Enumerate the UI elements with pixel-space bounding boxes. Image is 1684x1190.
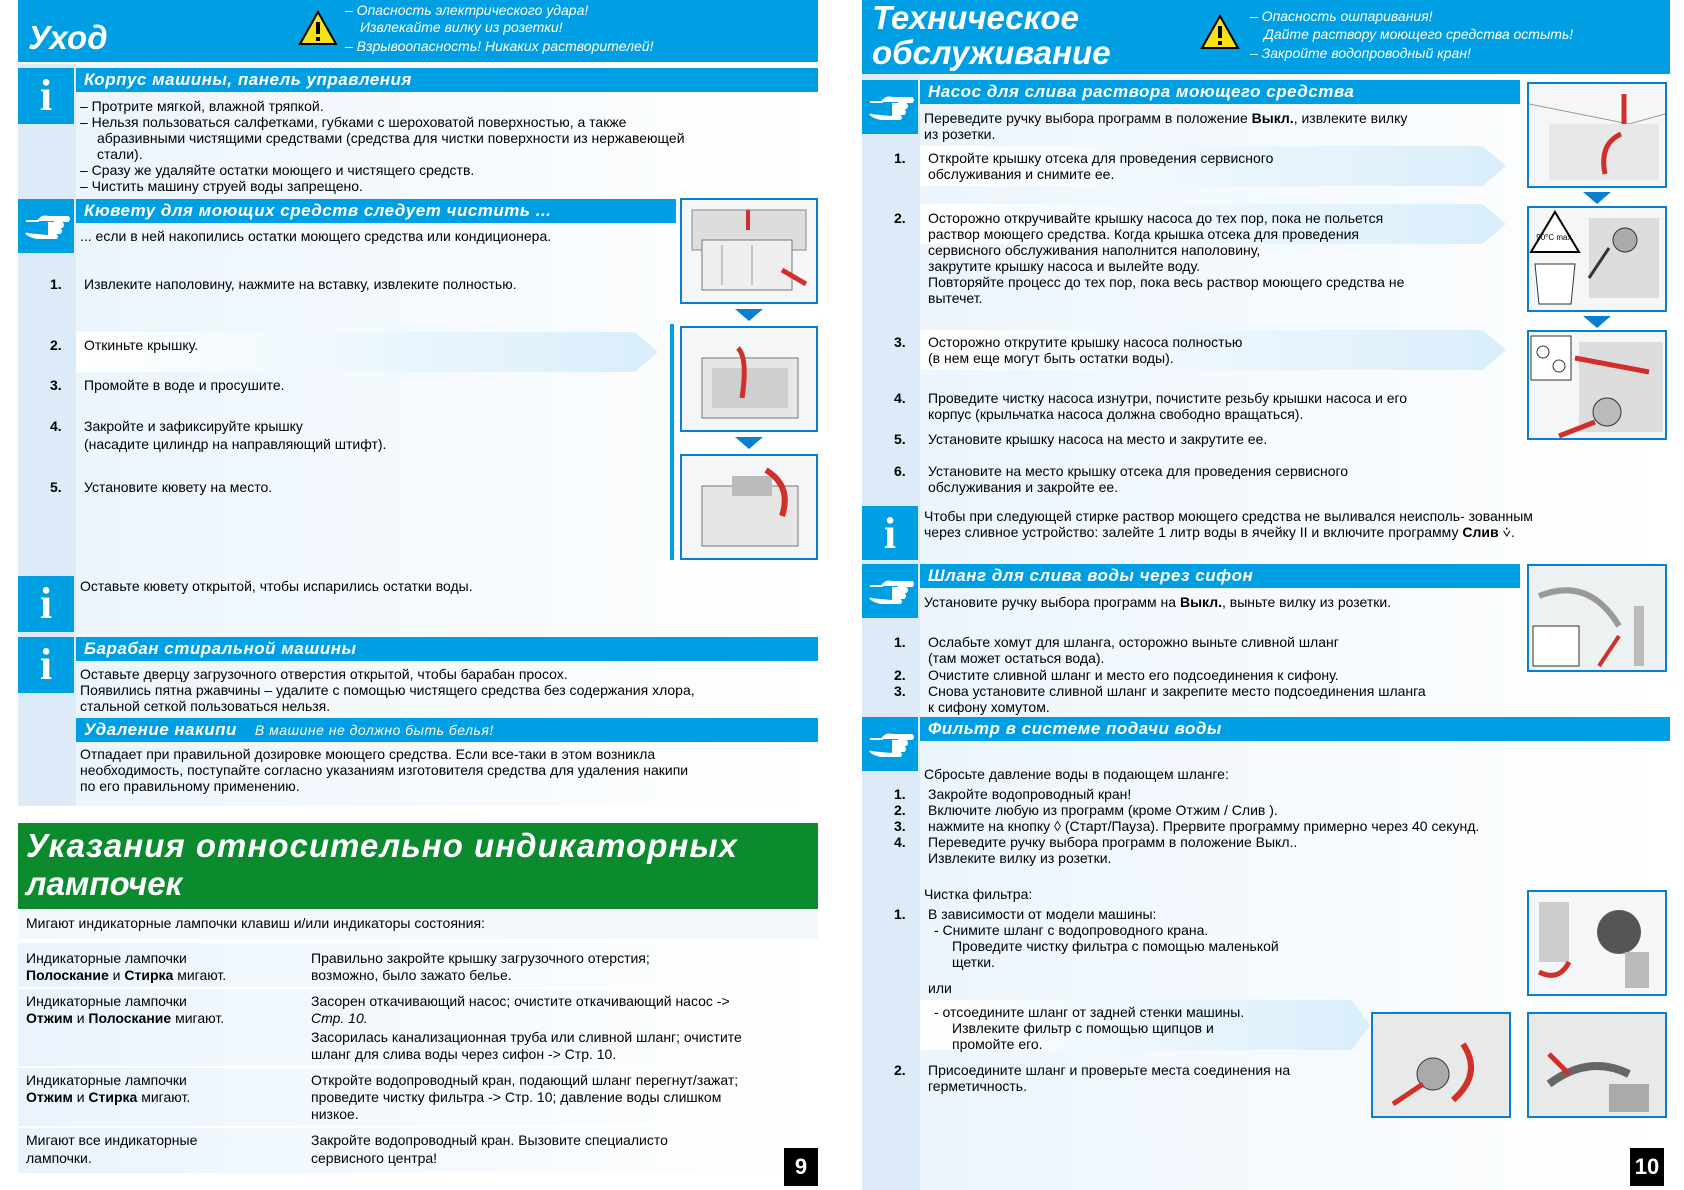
hose-image	[1527, 564, 1667, 672]
dispenser-step-1: Извлеките наполовину, нажмите на вставку, извлеките полностью.	[84, 276, 517, 292]
dispenser-image-3	[680, 454, 818, 560]
pump-step-3-num: 3.	[894, 334, 906, 350]
hose-intro: Установите ручку выбора программ на Выкл., выньте вилку из розетки.	[924, 594, 1392, 610]
body-line-1: – Протрите мягкой, влажной тряпкой.	[80, 98, 324, 114]
hand-icon-block-4	[862, 717, 918, 771]
pump-step-2-num: 2.	[894, 210, 906, 226]
info-icon: i	[39, 71, 53, 120]
filter-clean-title: Чистка фильтра:	[924, 886, 1033, 902]
indicator-row-2-right-3: Засорилась канализационная труба или сливной шланг; очистите	[311, 1029, 742, 1045]
arrow-down-icon	[735, 437, 763, 449]
section-heading-pump: Насос для слива раствора моющего средства	[920, 80, 1520, 104]
right-warning-3: – Закройте водопроводный кран!	[1250, 45, 1471, 61]
page-number-right: 10	[1630, 1148, 1664, 1186]
dispenser-step-1-num: 1.	[50, 276, 62, 292]
section-heading-dispenser: Кювету для моющих средств следует чистить ...	[76, 199, 676, 223]
indicator-row-2-right-2: Стр. 10.	[311, 1010, 368, 1026]
filter-clean-1a-l1: - Снимите шланг с водопроводного крана.	[934, 922, 1209, 938]
filter-step-a1: Закройте водопроводный кран!	[928, 786, 1132, 802]
section-heading-body: Корпус машины, панель управления	[76, 68, 818, 92]
info-icon: i	[39, 640, 53, 689]
dispenser-image-2	[680, 326, 818, 432]
dispenser-note: Оставьте кювету открытой, чтобы испарились остатки воды.	[80, 578, 473, 594]
filter-clean-1b-l2: Извлеките фильтр с помощью щипцов и	[952, 1020, 1214, 1036]
pump-step-4-l1: Проведите чистку насоса изнутри, почистите резьбу крышки насоса и его	[928, 390, 1408, 406]
right-warning-2: Дайте раствору моющего средства остыть!	[1264, 26, 1574, 42]
row-divider	[18, 987, 818, 989]
hose-step-1-l2: (там может остаться вода).	[928, 650, 1105, 666]
pump-image-temp-label: 90°C max.	[1536, 233, 1574, 242]
warning-icon	[1200, 14, 1240, 50]
filter-clean-1b-l3: промойте его.	[952, 1036, 1043, 1052]
indicator-row-4-right-2: сервисного центра!	[311, 1150, 438, 1166]
hose-step-1-l1: Ослабьте хомут для шланга, осторожно выньте сливной шланг	[928, 634, 1339, 650]
filter-step-a4-num: 4.	[894, 834, 906, 850]
body-line-4: стали).	[97, 146, 143, 162]
drum-line-2: Появились пятна ржавчины – удалите с помощью чистящего средства без содержания хлора,	[80, 682, 695, 698]
pump-step-3-l1: Осторожно открутите крышку насоса полностью	[928, 334, 1243, 350]
pump-step-2-l4: закрутите крышку насоса и вылейте воду.	[928, 258, 1200, 274]
indicator-row-1-right-1: Правильно закройте крышку загрузочного отерстия;	[311, 950, 650, 966]
drum-line-3: стальной сеткой пользоваться нельзя.	[80, 698, 331, 714]
hose-step-3-l2: к сифону хомутом.	[928, 699, 1050, 715]
info-icon-block-2	[18, 576, 74, 632]
section-heading-filter: Фильтр в системе подачи воды	[920, 717, 1670, 741]
hand-icon-block-2	[862, 80, 918, 134]
filter-image-3	[1527, 1012, 1667, 1118]
filter-clean-1: В зависимости от модели машины:	[928, 906, 1157, 922]
indicator-row-1-left-1: Индикаторные лампочки	[26, 950, 187, 966]
filter-image-1	[1527, 890, 1667, 996]
dispenser-step-2: Откиньте крышку.	[84, 337, 199, 353]
indicator-intro: Мигают индикаторные лампочки клавиш и/или индикаторы состояния:	[26, 915, 485, 931]
pump-step-2-l5: Повторяйте процесс до тех пор, пока весь раствор моющего средства не	[928, 274, 1405, 290]
arrow-down-icon	[1583, 316, 1611, 328]
indicator-row-2-left-2: Отжим и Полоскание мигают.	[26, 1010, 225, 1026]
pump-step-2-l2: раствор моющего средства. Когда крышка отсека для проведения	[928, 226, 1359, 242]
dispenser-step-5: Установите кювету на место.	[84, 479, 273, 495]
pump-step-2-l1: Осторожно откручивайте крышку насоса до тех пор, пока не польется	[928, 210, 1384, 226]
descale-line-1: Отпадает при правильной дозировке моющего средства. Если все-таки в этом возникла	[80, 746, 656, 762]
pump-step-2-l6: вытечет.	[928, 290, 983, 306]
right-margin-strip	[862, 74, 920, 1190]
dispenser-step-4: Закройте и зафиксируйте крышку	[84, 418, 303, 434]
arrow-down-icon	[735, 309, 763, 321]
info-icon-block-1	[18, 68, 74, 124]
hand-icon-block-1	[18, 199, 74, 253]
indicator-row-3-left-2: Отжим и Стирка мигают.	[26, 1089, 191, 1105]
dispenser-step-5-num: 5.	[50, 479, 62, 495]
indicator-row-3-left-1: Индикаторные лампочки	[26, 1072, 187, 1088]
filter-clean-1b-l1: - отсоедините шланг от задней стенки машины.	[934, 1004, 1245, 1020]
pump-step-4-l2: корпус (крыльчатка насоса должна свободно вращаться).	[928, 406, 1304, 422]
pump-intro-2: из розетки.	[924, 126, 996, 142]
page-number-left: 9	[784, 1148, 818, 1186]
row-divider	[18, 1066, 818, 1068]
filter-clean-2-num: 2.	[894, 1062, 906, 1078]
hand-icon-block-3	[862, 564, 918, 618]
descale-line-2: необходимость, поступайте согласно указаниям изготовителя средства для удаления накипи	[80, 762, 689, 778]
filter-step-a4-line2: Извлеките вилку из розетки.	[928, 850, 1112, 866]
indicator-row-2-right-1: Засорен откачивающий насос; очистите откачивающий насос ->	[311, 993, 730, 1009]
pump-step-2-l3: сервисного обслуживания наполнится наполовину,	[928, 242, 1261, 258]
pump-image-3	[1527, 330, 1667, 440]
descale-line-3: по его правильному применению.	[80, 778, 300, 794]
vertical-divider	[670, 324, 674, 560]
info-icon: i	[39, 579, 53, 628]
drum-line-1: Оставьте дверцу загрузочного отверстия открытой, чтобы барабан просох.	[80, 666, 568, 682]
dispenser-intro: ... если в ней накопились остатки моющего средства или кондиционера.	[80, 228, 552, 244]
pump-intro: Переведите ручку выбора программ в положение Выкл., извлеките вилку	[924, 110, 1408, 126]
filter-clean-2-l1: Присоедините шланг и проверьте места соединения на	[928, 1062, 1291, 1078]
pump-step-1-num: 1.	[894, 150, 906, 166]
pump-step-6-l2: обслуживания и закройте ее.	[928, 479, 1119, 495]
filter-step-a2-num: 2.	[894, 802, 906, 818]
left-warning-1: – Опасность электрического удара!	[345, 2, 589, 18]
dispenser-step-2-num: 2.	[50, 337, 62, 353]
info-icon-block-3	[18, 637, 74, 693]
drain-icon: ⩒.	[1498, 524, 1515, 540]
indicator-title-line2: лампочек	[26, 865, 183, 902]
indicator-title-line1: Указания относительно индикаторных	[26, 827, 738, 864]
filter-clean-2-l2: герметичность.	[928, 1078, 1027, 1094]
body-line-6: – Чистить машину струей воды запрещено.	[80, 178, 363, 194]
indicator-row-4-left-2: лампочки.	[26, 1150, 92, 1166]
hose-step-3-l1: Снова установите сливной шланг и закрепите место подсоединения шланга	[928, 683, 1426, 699]
pump-step-5-l1: Установите крышку насоса на место и закрутите ее.	[928, 431, 1268, 447]
left-page-title: Уход	[28, 19, 108, 56]
hose-step-1-num: 1.	[894, 634, 906, 650]
pump-step-4-num: 4.	[894, 390, 906, 406]
filter-clean-1a-l3: щетки.	[952, 954, 995, 970]
filter-step-a4: Переведите ручку выбора программ в положение Выкл..	[928, 834, 1298, 850]
body-line-2: – Нельзя пользоваться салфетками, губками с шероховатой поверхностью, а также	[80, 114, 627, 130]
pump-note-1: Чтобы при следующей стирке раствор моющего средства не выливался неисполь- зованным	[924, 508, 1533, 524]
indicator-row-1-right-2: возможно, было зажато белье.	[311, 967, 512, 983]
indicator-row-4-right-1: Закройте водопроводный кран. Вызовите специалисто	[311, 1132, 668, 1148]
pump-step-6-l1: Установите на место крышку отсека для проведения сервисного	[928, 463, 1349, 479]
hose-step-3-num: 3.	[894, 683, 906, 699]
filter-step-a3-num: 3.	[894, 818, 906, 834]
left-warning-3: – Взрывоопасность! Никаких растворителей!	[345, 38, 654, 54]
pump-image-2	[1527, 206, 1667, 312]
hand-pointer-icon	[868, 578, 914, 604]
section-heading-descale	[76, 718, 818, 742]
hand-pointer-icon	[24, 213, 70, 239]
filter-clean-1-num: 1.	[894, 906, 906, 922]
indicator-row-3-right-3: низкое.	[311, 1106, 359, 1122]
hose-step-2-num: 2.	[894, 667, 906, 683]
info-icon: i	[883, 509, 897, 558]
section-heading-drum: Барабан стиральной машины	[76, 637, 818, 661]
hand-pointer-icon	[868, 731, 914, 757]
body-line-5: – Сразу же удаляйте остатки моющего и чистящего средств.	[80, 162, 475, 178]
right-warning-1: – Опасность ошпаривания!	[1250, 8, 1433, 24]
body-line-3: абразивными чистящими средствами (средства для чистки поверхности из нержавеющей	[97, 130, 685, 146]
pump-step-1-l1: Откройте крышку отсека для проведения сервисного	[928, 150, 1274, 166]
filter-step-a3: нажмите на кнопку ◊ (Старт/Пауза). Прервите программу примерно через 40 секунд.	[928, 818, 1480, 834]
indicator-row-3-right-1: Откройте водопроводный кран, подающий шланг перегнут/зажат;	[311, 1072, 739, 1088]
right-page-title-line2: обслуживание	[872, 34, 1111, 71]
filter-image-2	[1371, 1012, 1511, 1118]
info-icon-block-4	[862, 506, 918, 560]
arrow-down-icon	[1583, 192, 1611, 204]
indicator-row-2-right-4: шланг для слива воды через сифон -> Стр. 10.	[311, 1046, 617, 1062]
pump-step-3-l2: (в нем еще могут быть остатки воды).	[928, 350, 1174, 366]
right-page-title-line1: Техническое	[872, 0, 1079, 36]
filter-step-a1-num: 1.	[894, 786, 906, 802]
filter-clean-1a-l2: Проведите чистку фильтра с помощью маленькой	[952, 938, 1279, 954]
dispenser-step-3-num: 3.	[50, 377, 62, 393]
filter-intro: Сбросьте давление воды в подающем шланге:	[924, 766, 1229, 782]
pump-step-1-l2: обслуживания и снимите ее.	[928, 166, 1115, 182]
hose-step-2-l1: Очистите сливной шланг и место его подсоединения к сифону.	[928, 667, 1339, 683]
section-heading-hose: Шланг для слива воды через сифон	[920, 564, 1520, 588]
pump-step-5-num: 5.	[894, 431, 906, 447]
filter-step-a2: Включите любую из программ (кроме Отжим / Слив ).	[928, 802, 1278, 818]
pump-note-2: через сливное устройство: залейте 1 литр воды в ячейку II и включите программу Слив ⩒.	[924, 524, 1515, 540]
dispenser-step-3: Промойте в воде и просушите.	[84, 377, 285, 393]
descale-heading: Удаление накипи	[84, 720, 237, 739]
pump-step-6-num: 6.	[894, 463, 906, 479]
pump-image-1	[1527, 82, 1667, 188]
indicator-row-2-left-1: Индикаторные лампочки	[26, 993, 187, 1009]
filter-or: или	[928, 980, 952, 996]
dispenser-step-4-num: 4.	[50, 418, 62, 434]
hand-pointer-icon	[868, 94, 914, 120]
left-warning-2: Извлекайте вилку из розетки!	[360, 19, 563, 35]
indicator-row-1-left-2: Полоскание и Стирка мигают.	[26, 967, 227, 983]
dispenser-image-1	[680, 198, 818, 304]
warning-icon	[298, 10, 338, 46]
dispenser-step-4-sub: (насадите цилиндр на направляющий штифт).	[84, 436, 387, 452]
indicator-row-3-right-2: проведите чистку фильтра -> Стр. 10; давление воды слишком	[311, 1089, 722, 1105]
left-margin-strip	[18, 64, 76, 806]
row-divider	[18, 1126, 818, 1128]
descale-heading-note: В машине не должно быть белья!	[254, 722, 494, 738]
indicator-row-4-left-1: Мигают все индикаторные	[26, 1132, 198, 1148]
